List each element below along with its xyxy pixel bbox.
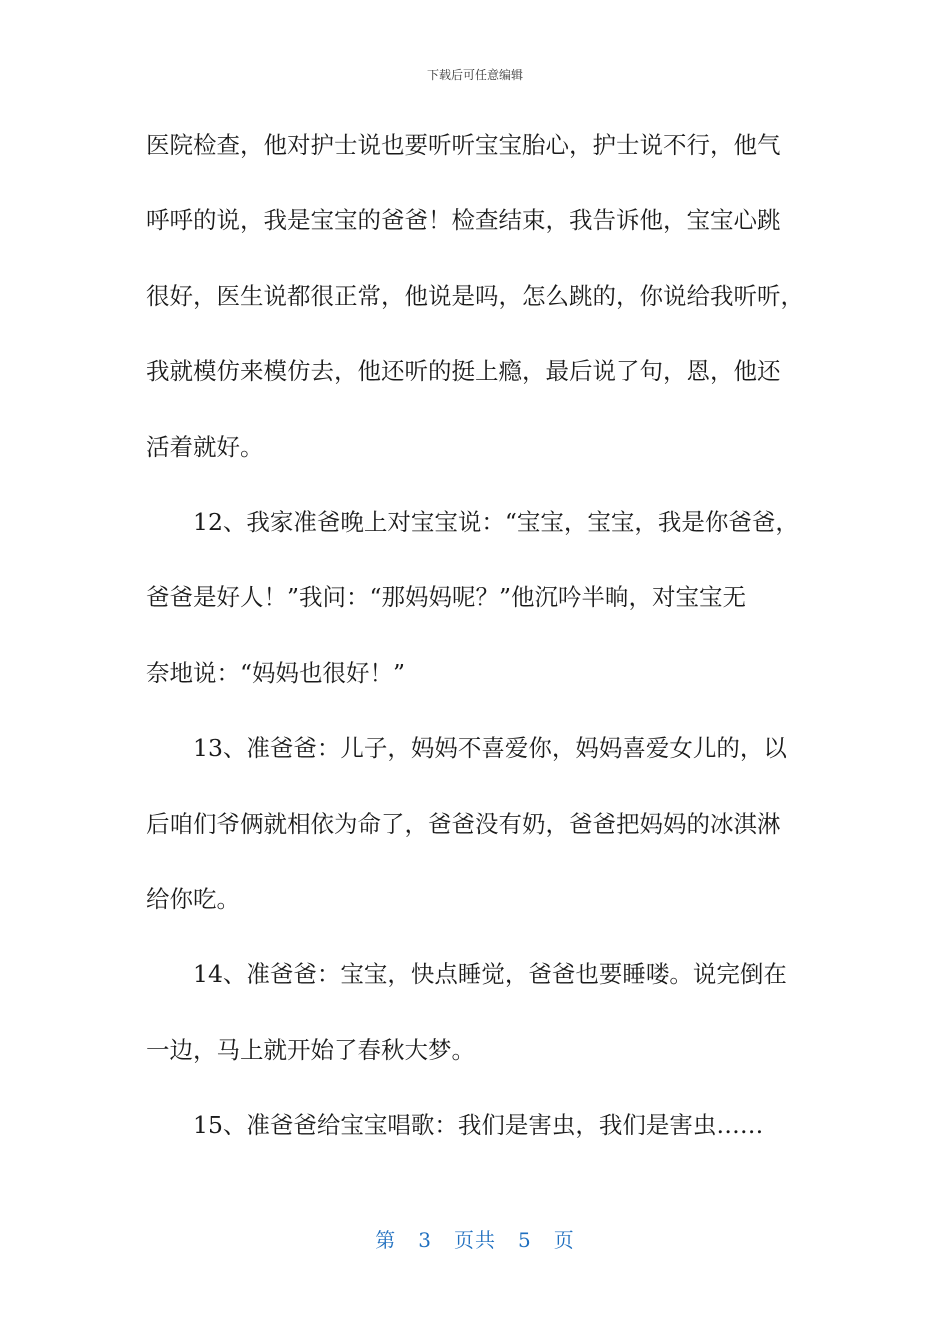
paragraph-line: 14、准爸爸：宝宝，快点睡觉，爸爸也要睡喽。说完倒在 — [193, 960, 787, 989]
total-pages-number: 5 — [518, 1228, 532, 1252]
paragraph-line: 呼呼的说，我是宝宝的爸爸！检查结束，我告诉他，宝宝心跳 — [146, 206, 781, 235]
page-suffix: 页 — [553, 1228, 575, 1252]
paragraph-line: 医院检查，他对护士说也要听听宝宝胎心，护士说不行，他气 — [146, 131, 781, 159]
page-prefix: 第 — [375, 1228, 397, 1252]
paragraph-line: 13、准爸爸：儿子，妈妈不喜爱你，妈妈喜爱女儿的，以 — [193, 734, 787, 763]
paragraph-line: 活着就好。 — [146, 432, 264, 461]
paragraph-line: 15、准爸爸给宝宝唱歌：我们是害虫，我们是害虫…… — [193, 1111, 764, 1140]
document-body — [146, 120, 806, 1175]
paragraph-line: 12、我家准爸晚上对宝宝说：“宝宝，宝宝，我是你爸爸， — [193, 507, 799, 536]
paragraph-line: 奈地说：“妈妈也很好！” — [146, 658, 406, 687]
paragraph-line: 我就模仿来模仿去，他还听的挺上瘾，最后说了句，恩，他还 — [146, 357, 781, 386]
page-header: 下载后可任意编辑 — [426, 68, 523, 82]
paragraph-line: 给你吃。 — [146, 884, 240, 913]
page-middle-text: 页共 — [454, 1228, 496, 1252]
paragraph-line: 一边，马上就开始了春秋大梦。 — [146, 1035, 475, 1064]
current-page-number: 3 — [418, 1228, 432, 1252]
paragraph-line: 很好，医生说都很正常，他说是吗，怎么跳的，你说给我听听， — [146, 281, 804, 310]
page-number-footer — [0, 1224, 950, 1253]
paragraph-line: 爸爸是好人！”我问：“那妈妈呢？”他沉吟半晌，对宝宝无 — [146, 583, 747, 612]
paragraph-line: 后咱们爷俩就相依为命了，爸爸没有奶，爸爸把妈妈的冰淇淋 — [146, 809, 781, 838]
